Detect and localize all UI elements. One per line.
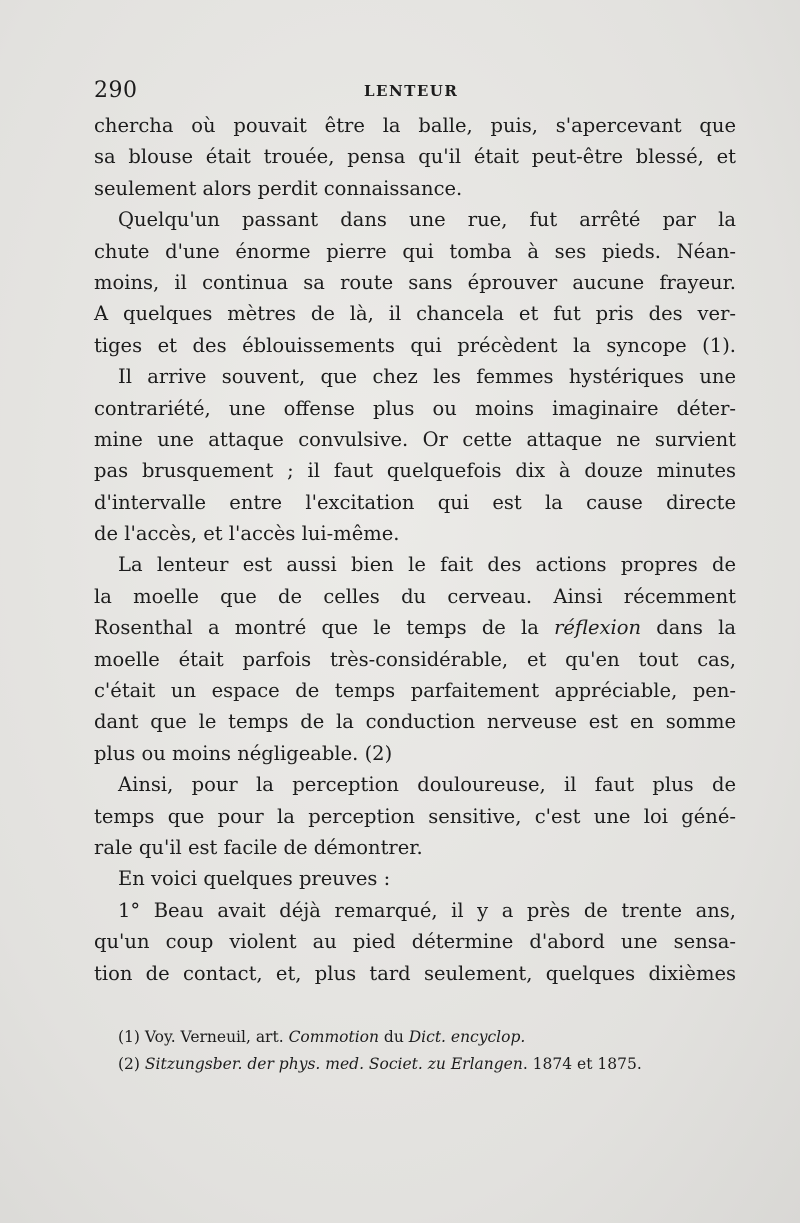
text-line	[94, 612, 736, 643]
text-line: tiges et des éblouissements qui précèdent la syncope (1).	[94, 333, 736, 357]
text-line: A quelques mètres de là, il chancela et fut pris des ver-	[94, 302, 736, 326]
text-line: moelle était parfois très-considérable, et qu'en tout cas,	[94, 647, 736, 671]
text-line: tion de contact, et, plus tard seulement, quelques dixièmes	[94, 961, 736, 985]
text-line: seulement alors perdit connaissance.	[94, 176, 463, 200]
text-line: sa blouse était trouée, pensa qu'il était peut-être blessé, et	[94, 145, 736, 169]
page-header	[94, 78, 736, 108]
text-line: La lenteur est aussi bien le fait des actions propres de	[118, 553, 736, 577]
text-line: chute d'une énorme pierre qui tomba à ses pieds. Néan-	[94, 239, 736, 263]
footnote-text: du	[378, 1028, 409, 1046]
text-line: 1° Beau avait déjà remarqué, il y a près de trente ans,	[118, 898, 736, 922]
footnotes	[118, 1024, 738, 1078]
footnote-1	[118, 1024, 738, 1051]
text-line: rale qu'il est facile de démontrer.	[94, 835, 423, 859]
text-line: contrariété, une offense plus ou moins imaginaire déter-	[94, 396, 736, 420]
footnote-2	[118, 1051, 738, 1078]
emphasized-word: réflexion	[554, 616, 642, 640]
text-line: chercha où pouvait être la balle, puis, s'apercevant que	[94, 114, 736, 137]
footnote-text: . 1874 et 1875.	[522, 1055, 642, 1073]
text-line: moins, il continua sa route sans éprouver aucune frayeur.	[94, 270, 736, 294]
text-line: Il arrive souvent, que chez les femmes hystériques une	[118, 365, 736, 389]
text-line: la moelle que de celles du cerveau. Ainsi récemment	[94, 584, 736, 608]
footnote-emphasis: Sitzungsber. der phys. med. Societ. zu Erlangen	[144, 1055, 523, 1073]
footnote-mark: (1)	[118, 1028, 140, 1046]
footnote-emphasis: Dict. encyclop.	[408, 1028, 526, 1046]
text-line: temps que pour la perception sensitive, c'est une loi géné-	[94, 804, 736, 828]
text-line: En voici quelques preuves :	[118, 867, 391, 891]
footnote-emphasis: Commotion	[288, 1028, 379, 1046]
text-segment: dans la	[641, 616, 736, 640]
text-line: mine une attaque convulsive. Or cette attaque ne survient	[94, 427, 736, 451]
text-segment: Rosenthal a montré que le temps de la	[94, 616, 555, 640]
page-number: 290	[94, 78, 138, 103]
text-line: Ainsi, pour la perception douloureuse, il faut plus de	[118, 773, 736, 797]
text-line: d'intervalle entre l'excitation qui est la cause directe	[94, 490, 736, 514]
text-line: de l'accès, et l'accès lui-même.	[94, 522, 400, 546]
text-line: pas brusquement ; il faut quelquefois dix à douze minutes	[94, 459, 736, 483]
text-line: c'était un espace de temps parfaitement appréciable, pen-	[94, 679, 736, 703]
running-title: LENTEUR	[364, 82, 459, 100]
footnote-mark: (2)	[118, 1055, 140, 1073]
text-line: dant que le temps de la conduction nerveuse est en somme	[94, 710, 736, 734]
main-text	[94, 110, 736, 989]
text-line: qu'un coup violent au pied détermine d'abord une sensa-	[94, 930, 736, 954]
footnote-text: Voy. Verneuil, art.	[144, 1028, 289, 1046]
text-line: Quelqu'un passant dans une rue, fut arrêté par la	[118, 208, 736, 232]
text-line: plus ou moins négligeable. (2)	[94, 741, 393, 765]
